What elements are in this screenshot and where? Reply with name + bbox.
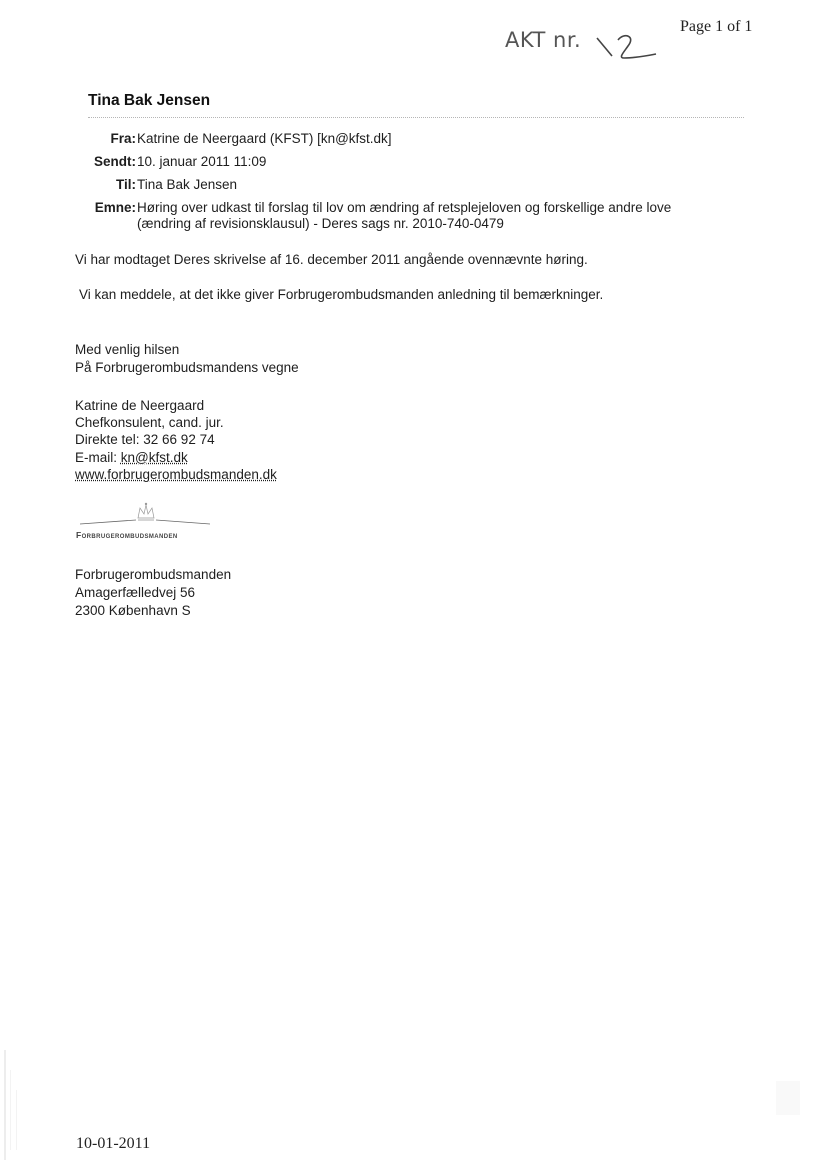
body-paragraph-1: Vi har modtaget Deres skrivelse af 16. december 2011 angående ovennævnte høring. xyxy=(75,252,588,267)
address-org: Forbrugerombudsmanden xyxy=(75,567,232,582)
header-subject-value: Høring over udkast til forslag til lov om ændring af retsplejeloven og forskellige andre love xyxy=(137,200,672,215)
handwritten-akt-number xyxy=(594,30,664,70)
body-paragraph-2: Vi kan meddele, at det ikke giver Forbrugerombudsmanden anledning til bemærkninger. xyxy=(79,287,604,302)
closing-greeting: Med venlig hilsen xyxy=(75,342,180,357)
header-to-label: Til: xyxy=(116,177,136,192)
header-to-value: Tina Bak Jensen xyxy=(137,177,238,192)
email-owner-name: Tina Bak Jensen xyxy=(88,92,211,109)
print-date: 10-01-2011 xyxy=(76,1135,151,1152)
header-subject-label: Emne: xyxy=(94,200,136,215)
scan-noise-left xyxy=(0,1040,40,1169)
page-number: Page 1 of 1 xyxy=(680,18,753,35)
handwritten-akt-label: AKT nr. xyxy=(505,28,582,52)
logo-wordmark: Forbrugerombudsmanden xyxy=(76,530,178,540)
signature-title: Chefkonsulent, cand. jur. xyxy=(75,415,224,430)
address-street: Amagerfælledvej 56 xyxy=(75,585,196,600)
signature-email-link[interactable]: kn@kfst.dk xyxy=(120,450,188,465)
header-sent-value: 10. januar 2011 11:09 xyxy=(137,154,267,169)
header-subject-value-line2: (ændring af revisionsklausul) - Deres sags nr. 2010-740-0479 xyxy=(137,216,504,231)
crown-logo-icon xyxy=(78,500,218,530)
header-from-label: Fra: xyxy=(110,131,136,146)
header-sent-label: Sendt: xyxy=(94,154,136,169)
signature-email-label: E-mail: xyxy=(75,450,121,465)
signature-email-line xyxy=(75,449,188,468)
header-from-value: Katrine de Neergaard (KFST) [kn@kfst.dk] xyxy=(137,131,392,146)
signature-website-link[interactable]: www.forbrugerombudsmanden.dk xyxy=(75,467,277,482)
signature-name: Katrine de Neergaard xyxy=(75,398,205,413)
closing-on-behalf: På Forbrugerombudsmandens vegne xyxy=(75,360,299,375)
signature-phone: Direkte tel: 32 66 92 74 xyxy=(75,432,215,447)
scan-noise-right xyxy=(768,1075,808,1125)
address-city: 2300 København S xyxy=(75,603,191,618)
header-divider xyxy=(88,117,744,118)
